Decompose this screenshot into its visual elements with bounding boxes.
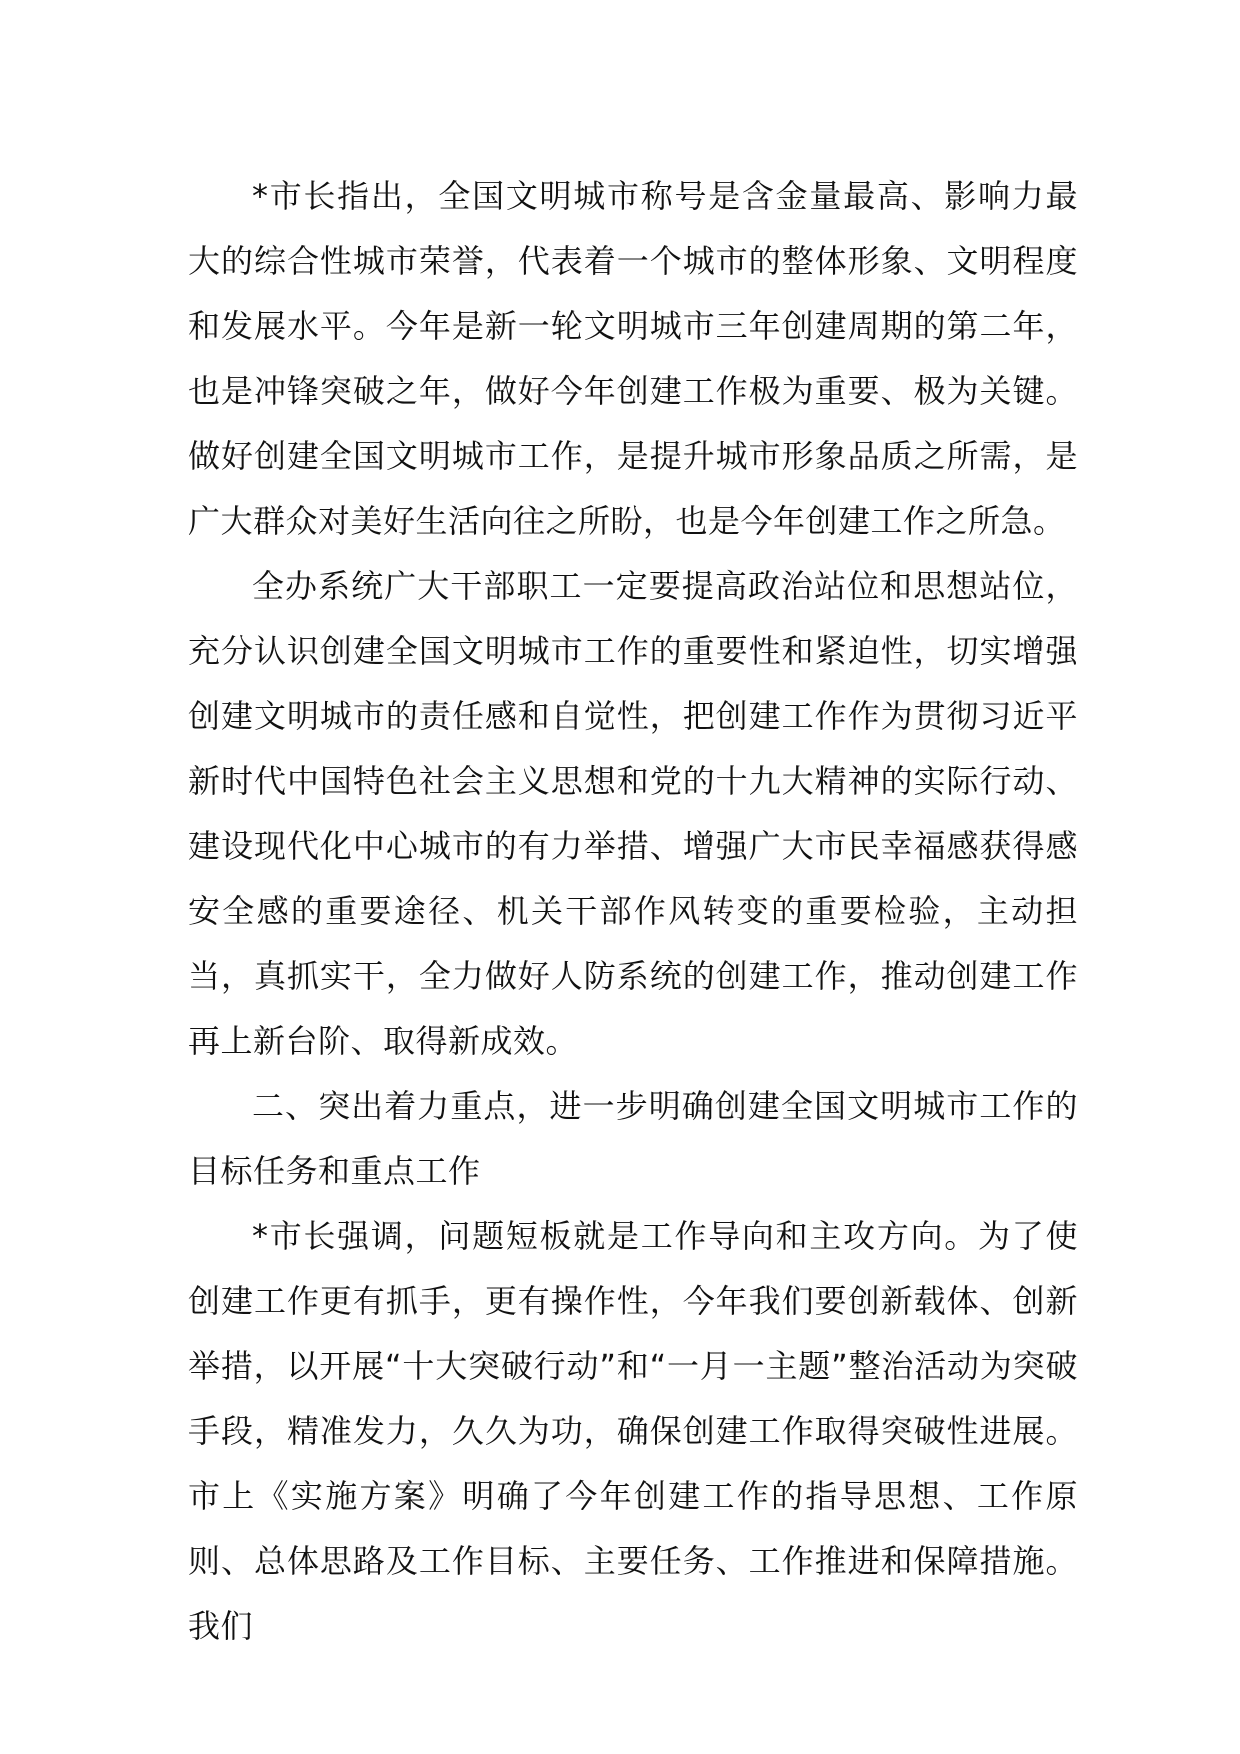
paragraph-mayor-remarks: *市长指出，全国文明城市称号是含金量最高、影响力最大的综合性城市荣誉，代表着一个城市的整体形象、文明程度和发展水平。今年是新一轮文明城市三年创建周期的第二年，也是冲锋突破之年，做好今年创建工作极为重要、极为关键。做好创建全国文明城市工作，是提升城市形象品质之所需，是广大群众对美好生活向往之所盼，也是今年创建工作之所急。 [188, 177, 1078, 540]
section-heading-2: 二、突出着力重点，进一步明确创建全国文明城市工作的目标任务和重点工作 [188, 1087, 1078, 1190]
paragraph-staff-requirements: 全办系统广大干部职工一定要提高政治站位和思想站位，充分认识创建全国文明城市工作的重要性和紧迫性，切实增强创建文明城市的责任感和自觉性，把创建工作作为贯彻习近平新时代中国特色社会主义思想和党的十九大精神的实际行动、建设现代化中心城市的有力举措、增强广大市民幸福感获得感安全感的重要途径、机关干部作风转变的重要检验，主动担当，真抓实干，全力做好人防系统的创建工作，推动创建工作再上新台阶、取得新成效。 [188, 567, 1078, 1060]
paragraph-mayor-emphasis: *市长强调，问题短板就是工作导向和主攻方向。为了使创建工作更有抓手，更有操作性，今年我们要创新载体、创新举措，以开展“十大突破行动”和“一月一主题”整治活动为突破手段，精准发力，久久为功，确保创建工作取得突破性进展。市上《实施方案》明确了今年创建工作的指导思想、工作原则、总体思路及工作目标、主要任务、工作推进和保障措施。我们 [188, 1217, 1078, 1645]
document-body [188, 164, 1078, 1659]
